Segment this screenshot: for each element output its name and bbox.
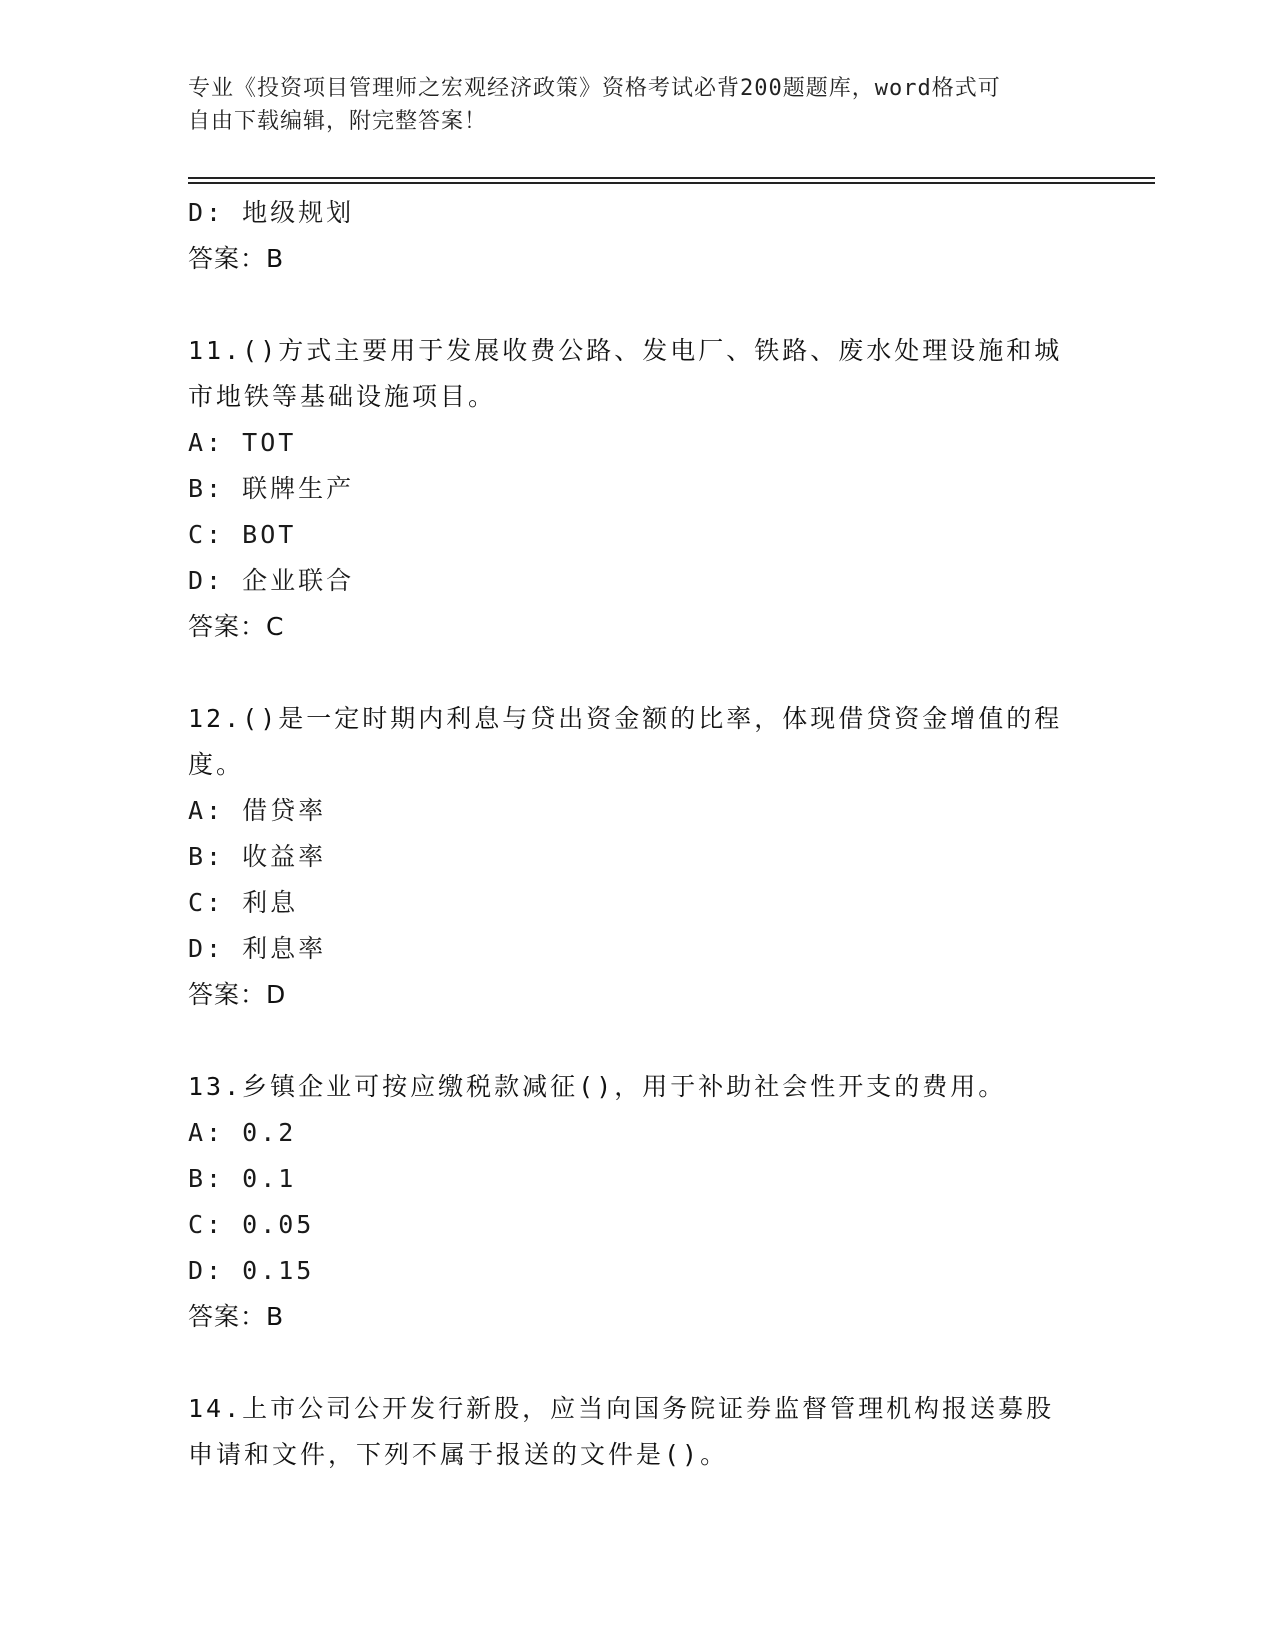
header-divider-bottom xyxy=(188,182,1155,184)
option-b: B: 联牌生产 xyxy=(188,474,355,503)
question-stem xyxy=(188,1064,1088,1110)
question-stem-line: 市地铁等基础设施项目。 xyxy=(188,382,497,411)
question-stem-line: 申请和文件，下列不属于报送的文件是()。 xyxy=(188,1440,729,1469)
document-header xyxy=(188,72,1088,138)
option-a: A: 0.2 xyxy=(188,1118,297,1147)
question-stem-line: 11.()方式主要用于发展收费公路、发电厂、铁路、废水处理设施和城 xyxy=(188,336,1063,365)
question-stem xyxy=(188,328,1088,420)
option-a: A: TOT xyxy=(188,428,297,457)
question-list xyxy=(188,190,1088,1478)
question-stem-line: 度。 xyxy=(188,750,245,779)
question-stem-line: 14.上市公司公开发行新股，应当向国务院证券监督管理机构报送募股 xyxy=(188,1394,1055,1423)
option-a: A: 借贷率 xyxy=(188,796,327,825)
question-13 xyxy=(188,1064,1088,1340)
question-stem xyxy=(188,696,1088,788)
option-c: C: BOT xyxy=(188,520,297,549)
option-d: D: 企业联合 xyxy=(188,566,355,595)
option-c: C: 0.05 xyxy=(188,1210,315,1239)
option-c: C: 利息 xyxy=(188,888,299,917)
question-stem xyxy=(188,1386,1088,1478)
option-b: B: 0.1 xyxy=(188,1164,297,1193)
header-line-2: 自由下载编辑，附完整答案！ xyxy=(188,109,488,134)
option-b: B: 收益率 xyxy=(188,842,327,871)
question-12 xyxy=(188,696,1088,1018)
answer-line: 答案：D xyxy=(188,980,287,1009)
question-11 xyxy=(188,328,1088,650)
answer-line: 答案：C xyxy=(188,612,285,641)
question-stem-line: 12.()是一定时期内利息与贷出资金额的比率，体现借贷资金增值的程 xyxy=(188,704,1063,733)
option-d: D: 利息率 xyxy=(188,934,327,963)
question-14 xyxy=(188,1386,1088,1478)
question-stem-line: 13.乡镇企业可按应缴税款减征()，用于补助社会性开支的费用。 xyxy=(188,1072,1007,1101)
answer-line: 答案：B xyxy=(188,1302,285,1331)
option-d: D: 0.15 xyxy=(188,1256,315,1285)
answer-line: 答案：B xyxy=(188,244,285,273)
option-d: D: 地级规划 xyxy=(188,198,355,227)
header-divider-top xyxy=(188,177,1155,179)
header-line-1: 专业《投资项目管理师之宏观经济政策》资格考试必背200题题库，word格式可 xyxy=(188,76,1001,101)
